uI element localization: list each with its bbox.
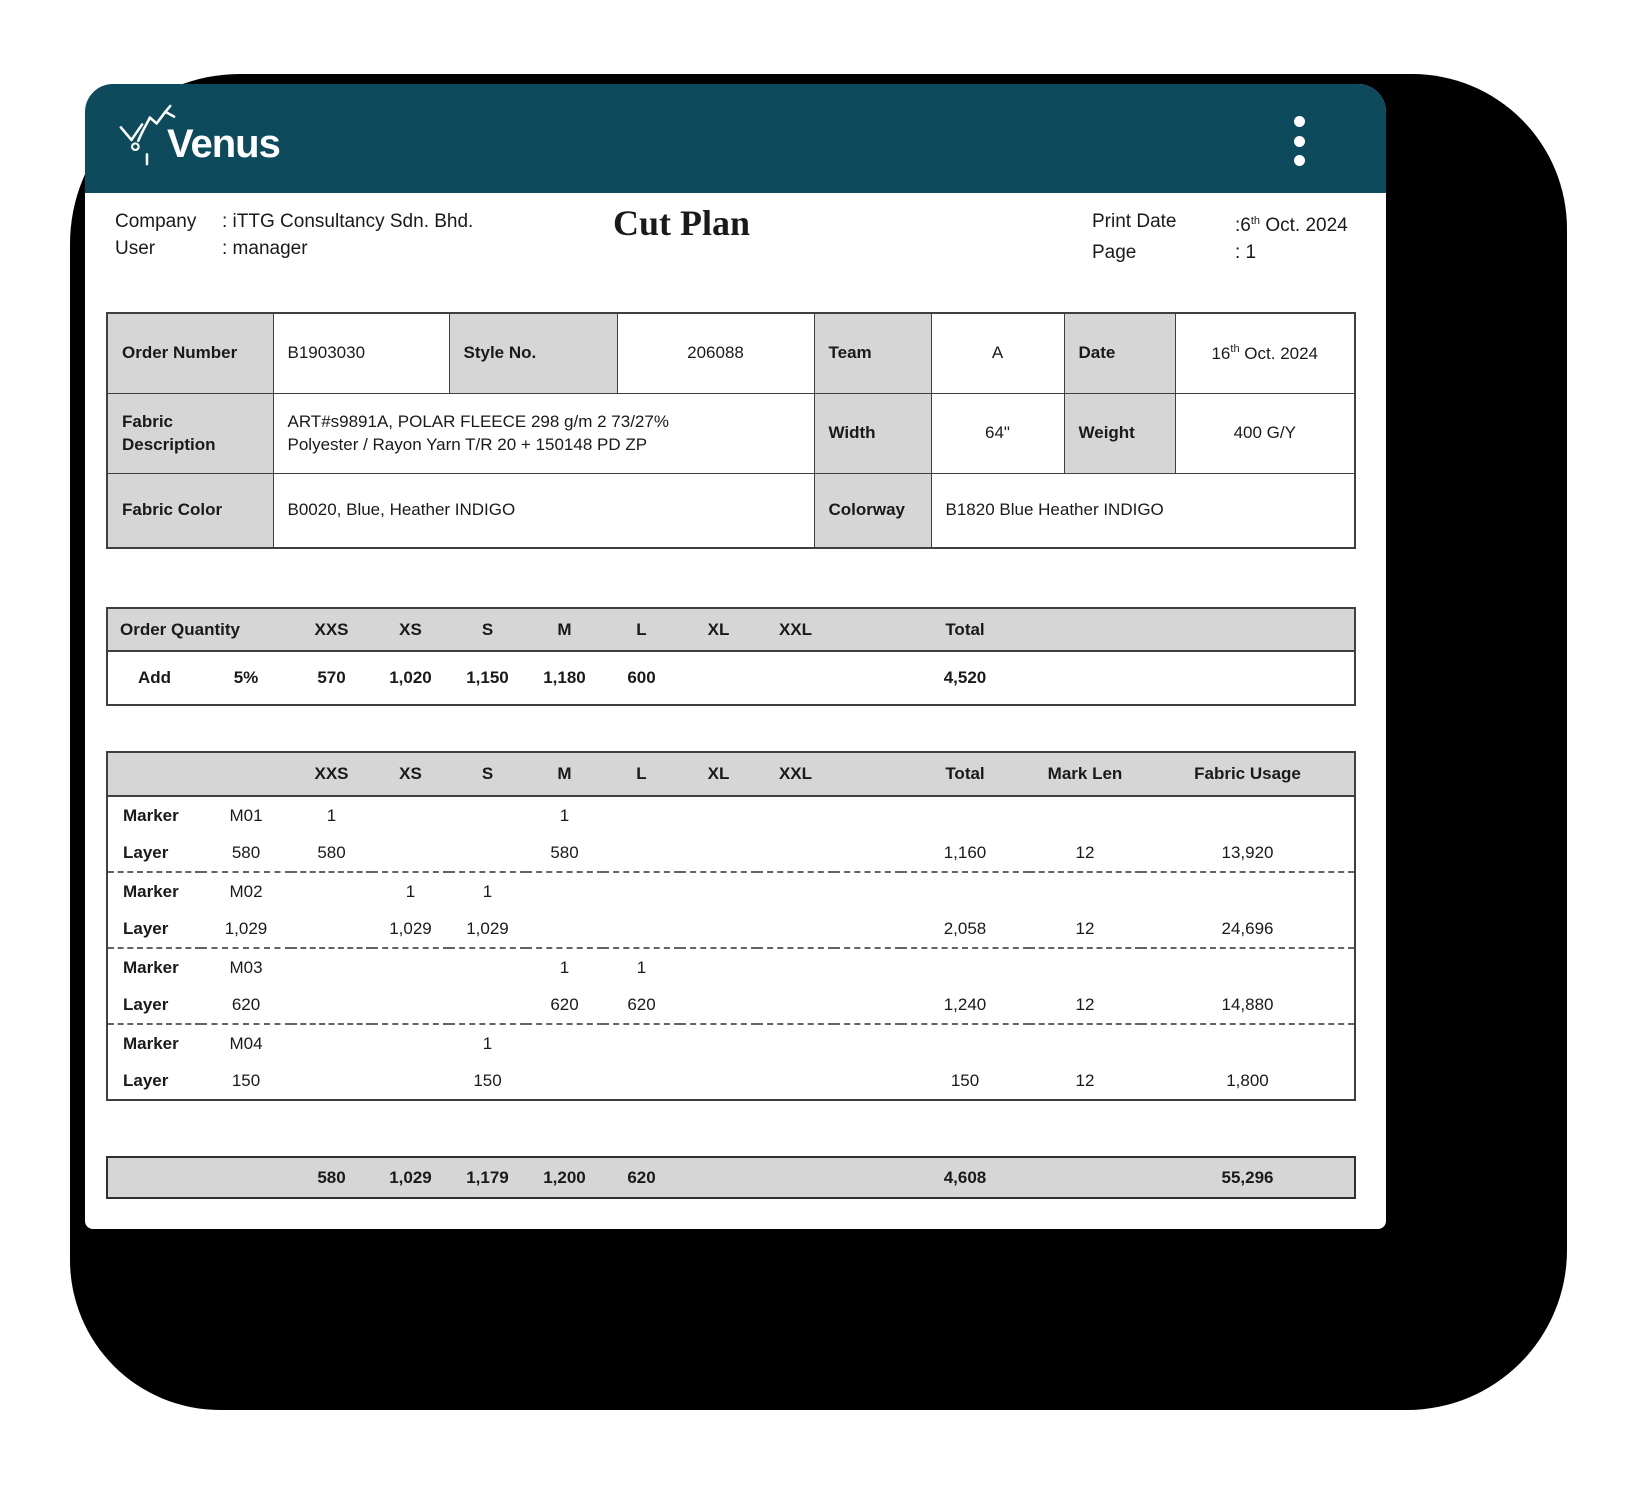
layer-xxl (757, 834, 834, 872)
info-row-3 (107, 473, 1355, 548)
spacer-cell (1029, 1157, 1141, 1198)
spacer-cell (834, 1062, 901, 1100)
kebab-dot (1294, 116, 1305, 127)
marker-name: M04 (201, 1024, 291, 1062)
layer-qty: 1,029 (224, 918, 268, 938)
layer-fabric-usage: 1,800 (1226, 1070, 1269, 1090)
layer-label: Layer (123, 994, 169, 1014)
ratio-xxl (757, 1024, 834, 1062)
layer-m (526, 1062, 603, 1100)
ratio-l (603, 1024, 680, 1062)
size-header-xxl: XXL (757, 608, 834, 651)
user-label: User (115, 238, 156, 259)
spacer-cell (834, 872, 901, 910)
layer-xl (680, 834, 757, 872)
ratio-l: 1 (603, 948, 680, 986)
kebab-dot (1294, 155, 1305, 166)
total-header: Total (901, 608, 1029, 651)
layer-xs (372, 1062, 449, 1100)
layer-s: 1,029 (466, 918, 509, 938)
layer-label: Layer (123, 842, 169, 862)
layer-xxs (291, 986, 372, 1024)
size-header-l: L (603, 752, 680, 796)
ratio-xxs (291, 1024, 372, 1062)
layer-xl (680, 986, 757, 1024)
marker-name: M03 (201, 948, 291, 986)
marker-header-row (107, 752, 1355, 796)
ratio-l (603, 872, 680, 910)
ratio-xs (372, 948, 449, 986)
qty-xs: 1,020 (389, 668, 432, 687)
summary-row (107, 1157, 1355, 1198)
ratio-m (526, 1024, 603, 1062)
qty-xxl (757, 651, 834, 705)
ratio-xxl (757, 948, 834, 986)
spacer-cell (834, 651, 901, 705)
layer-total: 2,058 (943, 918, 987, 938)
qty-total: 4,520 (943, 668, 987, 687)
ratio-xl (680, 1024, 757, 1062)
style-no-value: 206088 (617, 313, 814, 393)
summary-totals-bar (106, 1156, 1356, 1199)
fabric-color-label: Fabric Color (107, 473, 273, 548)
sum-total: 4,608 (943, 1167, 987, 1187)
order-quantity-label: Order Quantity (107, 608, 291, 651)
layer-label: Layer (123, 1070, 169, 1090)
order-quantity-data-row (107, 651, 1355, 705)
sum-m: 1,200 (543, 1167, 586, 1187)
page-title: Cut Plan (613, 203, 751, 243)
layer-m: 580 (550, 842, 579, 862)
layer-s (449, 986, 526, 1024)
layer-row-m04 (107, 1062, 1355, 1100)
layer-l (603, 910, 680, 948)
size-header-m: M (526, 608, 603, 651)
spacer-cell (201, 752, 291, 796)
layer-qty: 620 (231, 994, 261, 1014)
fabric-color-value: B0020, Blue, Heather INDIGO (273, 473, 814, 548)
order-quantity-header-row (107, 608, 1355, 651)
ratio-xs (372, 1024, 449, 1062)
size-header-xxs: XXS (291, 608, 372, 651)
layer-mark-len: 12 (1075, 1070, 1095, 1090)
ratio-m: 1 (526, 948, 603, 986)
size-header-l: L (603, 608, 680, 651)
print-date-line (1092, 208, 1348, 239)
report-card (85, 84, 1386, 1229)
spacer-cell (834, 1157, 901, 1198)
sum-xxl (757, 1157, 834, 1198)
layer-mark-len: 12 (1075, 842, 1095, 862)
fabric-description-label: Fabric Description (107, 393, 273, 473)
style-no-label: Style No. (449, 313, 617, 393)
order-quantity-table (106, 607, 1356, 706)
layer-row-m03 (107, 986, 1355, 1024)
add-value: 5% (233, 668, 259, 687)
ratio-xl (680, 796, 757, 834)
layer-fabric-usage: 13,920 (1221, 842, 1274, 862)
order-number-label: Order Number (107, 313, 273, 393)
spacer-cell (834, 1024, 901, 1062)
size-header-xl: XL (680, 752, 757, 796)
sum-xxs: 580 (317, 1167, 346, 1187)
spacer-cell (201, 1157, 291, 1198)
spacer-cell (1141, 608, 1355, 651)
ratio-xl (680, 948, 757, 986)
layer-fabric-usage: 24,696 (1221, 918, 1274, 938)
spacer-cell (834, 986, 901, 1024)
ratio-xxs (291, 872, 372, 910)
page-label: Page (1092, 242, 1137, 263)
info-row-2 (107, 393, 1355, 473)
app-header (85, 84, 1386, 193)
ratio-xxs (291, 948, 372, 986)
kebab-menu-button[interactable] (1286, 116, 1312, 166)
spacer-cell (834, 834, 901, 872)
layer-xxl (757, 1062, 834, 1100)
marker-name: M01 (229, 805, 263, 825)
company-label: Company (115, 211, 197, 232)
layer-l (603, 834, 680, 872)
layer-m (526, 910, 603, 948)
spacer-cell (1141, 651, 1355, 705)
mark-len-header: Mark Len (1029, 752, 1141, 796)
print-date-value: :6th Oct. 2024 (1235, 215, 1348, 236)
ratio-xs: 1 (372, 872, 449, 910)
layer-xs (372, 986, 449, 1024)
layer-l (603, 1062, 680, 1100)
size-header-xs: XS (372, 752, 449, 796)
ratio-xxl (757, 872, 834, 910)
width-value: 64" (931, 393, 1064, 473)
spacer-cell (834, 752, 901, 796)
ratio-s: 1 (449, 1024, 526, 1062)
marker-name: M02 (201, 872, 291, 910)
sum-l: 620 (627, 1167, 656, 1187)
kebab-dot (1294, 136, 1305, 147)
layer-total: 150 (950, 1070, 980, 1090)
page-line (1092, 239, 1348, 266)
sum-xs: 1,029 (389, 1167, 432, 1187)
spacer-cell (834, 796, 901, 834)
sum-s: 1,179 (466, 1167, 509, 1187)
layer-total: 1,240 (943, 994, 987, 1014)
layer-s (449, 834, 526, 872)
qty-xxs: 570 (317, 668, 346, 687)
qty-xl (680, 651, 757, 705)
weight-value: 400 G/Y (1175, 393, 1355, 473)
print-date-label: Print Date (1092, 211, 1177, 232)
ratio-s: 1 (449, 872, 526, 910)
spacer-cell (1029, 651, 1141, 705)
ratio-xl (680, 872, 757, 910)
colorway-label: Colorway (814, 473, 931, 548)
ratio-xs (372, 796, 449, 834)
spacer-cell (834, 948, 901, 986)
layer-xs: 1,029 (389, 918, 432, 938)
marker-label: Marker (107, 872, 201, 910)
ratio-m (526, 872, 603, 910)
ratio-l (603, 796, 680, 834)
marker-label: Marker (107, 948, 201, 986)
layer-fabric-usage: 14,880 (1221, 994, 1274, 1014)
weight-label: Weight (1064, 393, 1175, 473)
date-label: Date (1064, 313, 1175, 393)
qty-s: 1,150 (466, 668, 509, 687)
size-header-xxl: XXL (757, 752, 834, 796)
order-info-table (106, 312, 1356, 549)
fabric-usage-header: Fabric Usage (1141, 752, 1355, 796)
ratio-xxs: 1 (326, 805, 337, 825)
sum-fabric-usage: 55,296 (1221, 1167, 1274, 1187)
company-line (115, 208, 473, 235)
user-value: : manager (222, 238, 308, 259)
fabric-description-value: ART#s9891A, POLAR FLEECE 298 g/m 2 73/27% Polyester / Rayon Yarn T/R 20 + 150148 PD ZP (273, 393, 814, 473)
marker-row-m02 (107, 872, 1355, 910)
report-meta-right (1092, 208, 1348, 266)
spacer-cell (834, 910, 901, 948)
ratio-m: 1 (559, 805, 570, 825)
ratio-xxl (757, 796, 834, 834)
layer-qty: 580 (231, 842, 261, 862)
company-value: : iTTG Consultancy Sdn. Bhd. (222, 211, 474, 232)
size-header-xl: XL (680, 608, 757, 651)
layer-mark-len: 12 (1075, 994, 1095, 1014)
ratio-s (449, 796, 526, 834)
qty-m: 1,180 (543, 668, 586, 687)
layer-xxl (757, 986, 834, 1024)
marker-label: Marker (123, 805, 179, 825)
brand-name: Venus (167, 122, 280, 166)
width-label: Width (814, 393, 931, 473)
marker-row-m04 (107, 1024, 1355, 1062)
spacer-cell (107, 1157, 201, 1198)
marker-label: Marker (107, 1024, 201, 1062)
qty-l: 600 (627, 668, 656, 687)
layer-label: Layer (123, 918, 169, 938)
spacer-cell (834, 608, 901, 651)
marker-row-m03 (107, 948, 1355, 986)
layer-mark-len: 12 (1075, 918, 1095, 938)
venus-logo (115, 100, 280, 174)
layer-xxs (291, 1062, 372, 1100)
layer-row-m02 (107, 910, 1355, 948)
layer-xl (680, 1062, 757, 1100)
layer-xxs: 580 (317, 842, 346, 862)
ratio-s (449, 948, 526, 986)
marker-row-m01 (107, 796, 1355, 834)
report-meta-left (115, 208, 473, 262)
add-label: Add (137, 668, 172, 687)
layer-xs (372, 834, 449, 872)
layer-row-m01 (107, 834, 1355, 872)
layer-m: 620 (550, 994, 579, 1014)
colorway-value: B1820 Blue Heather INDIGO (931, 473, 1355, 548)
size-header-m: M (526, 752, 603, 796)
spacer-cell (1029, 608, 1141, 651)
sum-xl (680, 1157, 757, 1198)
size-header-xxs: XXS (291, 752, 372, 796)
layer-xl (680, 910, 757, 948)
total-header: Total (901, 752, 1029, 796)
layer-l: 620 (627, 994, 656, 1014)
team-label: Team (814, 313, 931, 393)
info-row-1 (107, 313, 1355, 393)
date-value: 16th Oct. 2024 (1175, 313, 1355, 393)
layer-xxs (291, 910, 372, 948)
size-header-s: S (449, 752, 526, 796)
order-number-value: B1903030 (273, 313, 449, 393)
marker-table (106, 751, 1356, 1101)
team-value: A (931, 313, 1064, 393)
layer-xxl (757, 910, 834, 948)
layer-s: 150 (473, 1070, 502, 1090)
size-header-s: S (449, 608, 526, 651)
layer-qty: 150 (231, 1070, 261, 1090)
layer-total: 1,160 (943, 842, 987, 862)
user-line (115, 235, 473, 262)
spacer-cell (107, 752, 201, 796)
size-header-xs: XS (372, 608, 449, 651)
page-value: : 1 (1235, 242, 1257, 263)
